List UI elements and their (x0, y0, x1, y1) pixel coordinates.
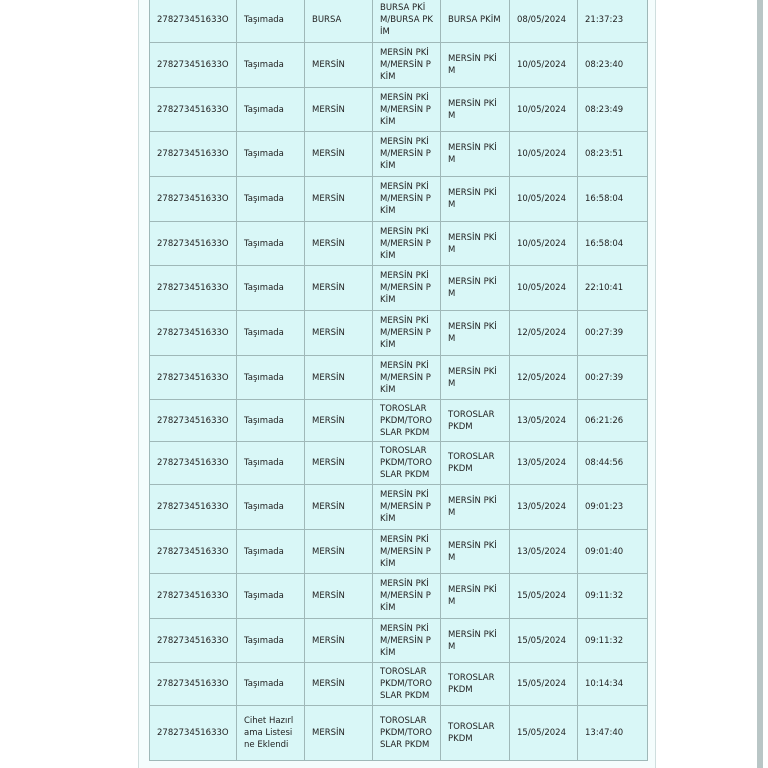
table-row (150, 619, 648, 663)
cell-center: MERSİN PKİM (441, 530, 510, 574)
cell-route: MERSİN PKİM/MERSİN PKİM (373, 619, 441, 663)
cell-status: Taşımada (237, 356, 305, 400)
cell-center: MERSİN PKİM (441, 574, 510, 619)
cell-status: Taşımada (237, 43, 305, 88)
table-row (150, 0, 648, 43)
table-row (150, 88, 648, 132)
cell-time: 16:58:04 (578, 222, 648, 266)
cell-route: MERSİN PKİM/MERSİN PKİM (373, 177, 441, 222)
cell-status: Taşımada (237, 530, 305, 574)
cell-center: TOROSLAR PKDM (441, 442, 510, 485)
cell-center: MERSİN PKİM (441, 43, 510, 88)
cell-center: MERSİN PKİM (441, 177, 510, 222)
cell-tracking-number: 278273451633O (150, 132, 237, 177)
cell-city: MERSİN (305, 442, 373, 485)
cell-route: TOROSLAR PKDM/TOROSLAR PKDM (373, 706, 441, 761)
cell-date: 15/05/2024 (510, 663, 578, 706)
table-row (150, 356, 648, 400)
cell-city: MERSİN (305, 311, 373, 356)
cell-date: 13/05/2024 (510, 530, 578, 574)
table-row (150, 43, 648, 88)
cell-city: MERSİN (305, 574, 373, 619)
cell-time: 16:58:04 (578, 177, 648, 222)
cell-tracking-number: 278273451633O (150, 0, 237, 43)
table-row (150, 485, 648, 530)
cell-tracking-number: 278273451633O (150, 442, 237, 485)
cell-route: MERSİN PKİM/MERSİN PKİM (373, 266, 441, 311)
cell-tracking-number: 278273451633O (150, 311, 237, 356)
cell-city: MERSİN (305, 356, 373, 400)
cell-center: MERSİN PKİM (441, 619, 510, 663)
cell-date: 10/05/2024 (510, 43, 578, 88)
cell-center: MERSİN PKİM (441, 356, 510, 400)
cell-city: MERSİN (305, 177, 373, 222)
table-row (150, 132, 648, 177)
table-row (150, 400, 648, 442)
cell-date: 13/05/2024 (510, 485, 578, 530)
cell-status: Taşımada (237, 619, 305, 663)
cell-route: MERSİN PKİM/MERSİN PKİM (373, 132, 441, 177)
cell-route: MERSİN PKİM/MERSİN PKİM (373, 88, 441, 132)
cell-city: MERSİN (305, 485, 373, 530)
cell-tracking-number: 278273451633O (150, 88, 237, 132)
cell-time: 09:01:40 (578, 530, 648, 574)
cell-time: 10:14:34 (578, 663, 648, 706)
cell-city: MERSİN (305, 400, 373, 442)
cell-center: TOROSLAR PKDM (441, 663, 510, 706)
cell-center: MERSİN PKİM (441, 222, 510, 266)
cell-date: 10/05/2024 (510, 266, 578, 311)
cell-tracking-number: 278273451633O (150, 266, 237, 311)
cell-date: 15/05/2024 (510, 574, 578, 619)
cell-tracking-number: 278273451633O (150, 663, 237, 706)
cell-route: MERSİN PKİM/MERSİN PKİM (373, 485, 441, 530)
cell-city: MERSİN (305, 43, 373, 88)
cell-status: Taşımada (237, 132, 305, 177)
cell-date: 13/05/2024 (510, 400, 578, 442)
table-row (150, 574, 648, 619)
cell-route: MERSİN PKİM/MERSİN PKİM (373, 574, 441, 619)
cell-tracking-number: 278273451633O (150, 530, 237, 574)
cell-status: Taşımada (237, 222, 305, 266)
table-row (150, 442, 648, 485)
scrollbar[interactable] (757, 0, 763, 768)
tracking-table (149, 0, 648, 761)
cell-city: MERSİN (305, 619, 373, 663)
cell-date: 10/05/2024 (510, 88, 578, 132)
cell-time: 21:37:23 (578, 0, 648, 43)
table-row (150, 706, 648, 761)
cell-city: MERSİN (305, 530, 373, 574)
cell-tracking-number: 278273451633O (150, 43, 237, 88)
cell-time: 08:23:51 (578, 132, 648, 177)
cell-tracking-number: 278273451633O (150, 222, 237, 266)
cell-status: Cihet Hazırlama Listesine Eklendi (237, 706, 305, 761)
cell-center: MERSİN PKİM (441, 132, 510, 177)
cell-time: 22:10:41 (578, 266, 648, 311)
cell-time: 06:21:26 (578, 400, 648, 442)
cell-tracking-number: 278273451633O (150, 177, 237, 222)
cell-status: Taşımada (237, 266, 305, 311)
cell-date: 10/05/2024 (510, 177, 578, 222)
tracking-table-body (150, 0, 648, 761)
cell-center: MERSİN PKİM (441, 266, 510, 311)
cell-city: BURSA (305, 0, 373, 43)
cell-tracking-number: 278273451633O (150, 400, 237, 442)
cell-time: 09:11:32 (578, 619, 648, 663)
cell-time: 00:27:39 (578, 356, 648, 400)
cell-city: MERSİN (305, 88, 373, 132)
cell-date: 12/05/2024 (510, 356, 578, 400)
table-row (150, 311, 648, 356)
cell-city: MERSİN (305, 663, 373, 706)
table-row (150, 530, 648, 574)
cell-center: TOROSLAR PKDM (441, 706, 510, 761)
cell-date: 10/05/2024 (510, 132, 578, 177)
cell-route: BURSA PKİM/BURSA PKİM (373, 0, 441, 43)
cell-route: MERSİN PKİM/MERSİN PKİM (373, 311, 441, 356)
cell-time: 08:23:49 (578, 88, 648, 132)
cell-city: MERSİN (305, 706, 373, 761)
cell-status: Taşımada (237, 88, 305, 132)
cell-status: Taşımada (237, 574, 305, 619)
cell-route: MERSİN PKİM/MERSİN PKİM (373, 43, 441, 88)
cell-time: 13:47:40 (578, 706, 648, 761)
cell-date: 08/05/2024 (510, 0, 578, 43)
cell-date: 13/05/2024 (510, 442, 578, 485)
cell-status: Taşımada (237, 663, 305, 706)
cell-tracking-number: 278273451633O (150, 706, 237, 761)
table-row (150, 266, 648, 311)
cell-time: 09:01:23 (578, 485, 648, 530)
cell-center: TOROSLAR PKDM (441, 400, 510, 442)
cell-city: MERSİN (305, 266, 373, 311)
cell-status: Taşımada (237, 485, 305, 530)
cell-time: 09:11:32 (578, 574, 648, 619)
cell-status: Taşımada (237, 442, 305, 485)
table-row (150, 663, 648, 706)
cell-tracking-number: 278273451633O (150, 356, 237, 400)
cell-route: TOROSLAR PKDM/TOROSLAR PKDM (373, 400, 441, 442)
cell-route: MERSİN PKİM/MERSİN PKİM (373, 356, 441, 400)
cell-center: MERSİN PKİM (441, 311, 510, 356)
cell-city: MERSİN (305, 132, 373, 177)
cell-center: MERSİN PKİM (441, 485, 510, 530)
cell-date: 12/05/2024 (510, 311, 578, 356)
cell-status: Taşımada (237, 0, 305, 43)
table-row (150, 222, 648, 266)
cell-time: 00:27:39 (578, 311, 648, 356)
cell-tracking-number: 278273451633O (150, 485, 237, 530)
cell-status: Taşımada (237, 311, 305, 356)
cell-status: Taşımada (237, 177, 305, 222)
cell-center: BURSA PKİM (441, 0, 510, 43)
cell-status: Taşımada (237, 400, 305, 442)
cell-center: MERSİN PKİM (441, 88, 510, 132)
cell-date: 15/05/2024 (510, 706, 578, 761)
cell-tracking-number: 278273451633O (150, 619, 237, 663)
cell-route: MERSİN PKİM/MERSİN PKİM (373, 222, 441, 266)
cell-route: MERSİN PKİM/MERSİN PKİM (373, 530, 441, 574)
cell-time: 08:44:56 (578, 442, 648, 485)
cell-tracking-number: 278273451633O (150, 574, 237, 619)
cell-city: MERSİN (305, 222, 373, 266)
cell-route: TOROSLAR PKDM/TOROSLAR PKDM (373, 442, 441, 485)
cell-time: 08:23:40 (578, 43, 648, 88)
cell-route: TOROSLAR PKDM/TOROSLAR PKDM (373, 663, 441, 706)
content-panel (138, 0, 656, 768)
cell-date: 10/05/2024 (510, 222, 578, 266)
cell-date: 15/05/2024 (510, 619, 578, 663)
table-row (150, 177, 648, 222)
